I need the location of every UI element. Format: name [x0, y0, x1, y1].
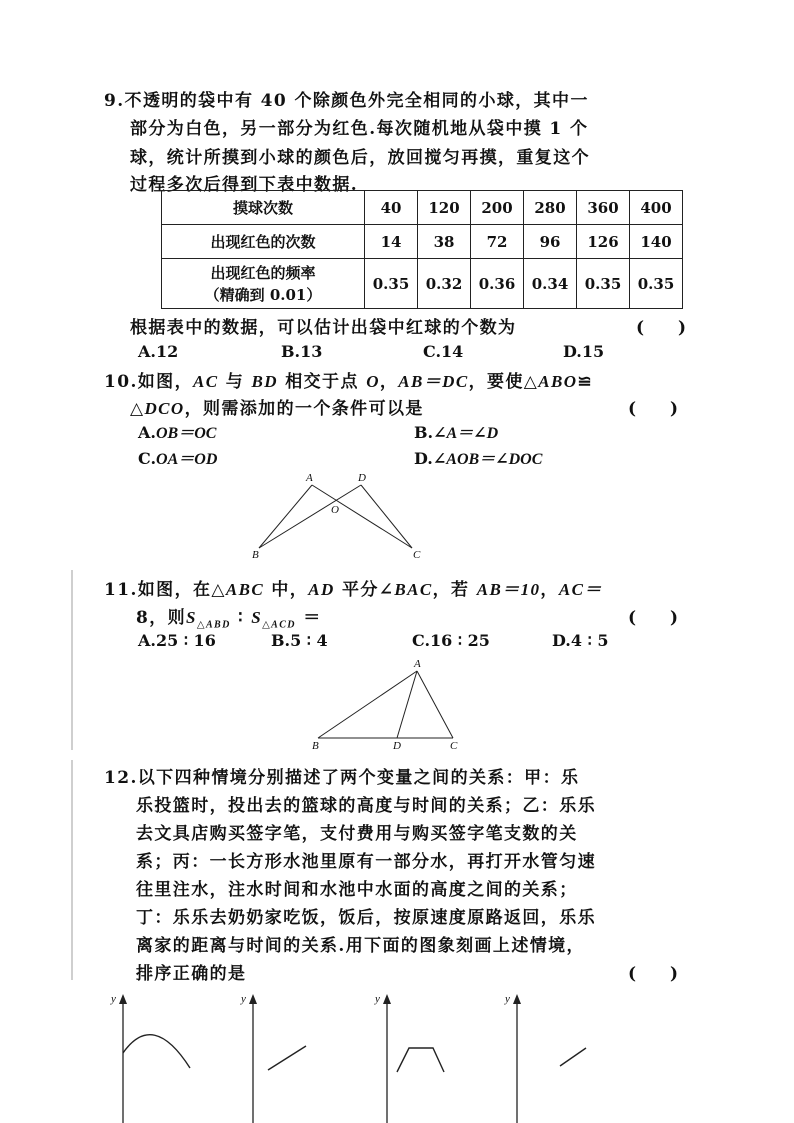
q11-bac: BAC — [394, 580, 433, 599]
table-header-draws: 摸球次数 — [162, 191, 365, 225]
point-label-d: D — [358, 472, 366, 484]
q11-abc: ABC — [225, 580, 265, 599]
option-label: D.∠ — [414, 449, 447, 468]
area-subscript: △ABD — [196, 619, 231, 631]
q11-text: 11.如图，在△ — [104, 580, 226, 600]
q9-line-4: 过程多次后得到下表中数据. — [130, 175, 359, 195]
table-cell: 40 — [365, 191, 418, 225]
table-cell: 0.36 — [471, 259, 524, 309]
table-row — [162, 225, 683, 259]
congruent-symbol: ≌ — [577, 372, 594, 392]
q12-line-3: 去文具店购买签字笔，支付费用与购买签字笔支数的关 — [136, 824, 578, 844]
q10-text: 10.如图， — [104, 372, 193, 392]
q10-text: 与 — [218, 372, 252, 392]
graph-trapezoid — [397, 1048, 444, 1072]
q9-answer-paren: ( ) — [636, 318, 687, 338]
point-label-a: A — [306, 472, 313, 484]
q9-question: 根据表中的数据，可以估计出袋中红球的个数为 — [130, 318, 517, 338]
q12-line-2: 乐投篮时，投出去的篮球的高度与时间的关系；乙：乐乐 — [136, 796, 596, 816]
q11-ad: AD — [308, 580, 335, 599]
q9-option-c: C.14 — [423, 342, 464, 361]
graph-4 — [502, 990, 602, 1123]
option-label: C. — [138, 449, 157, 468]
segment-dc — [361, 485, 412, 548]
margin-bar — [71, 570, 73, 750]
q10-text: ， — [379, 372, 399, 392]
q10-text: ，要使△ — [468, 372, 539, 392]
table-cell: 120 — [418, 191, 471, 225]
graph-line — [560, 1048, 586, 1066]
y-axis-arrow-icon — [119, 994, 127, 1004]
table-cell: 96 — [524, 225, 577, 259]
table-cell: 140 — [630, 225, 683, 259]
q11-text: ＝ — [295, 608, 322, 628]
q10-ab-dc: AB＝DC — [398, 372, 469, 391]
q10-o: O — [366, 372, 380, 391]
q12-answer-paren: ( ) — [628, 964, 679, 984]
option-text: OB＝OC — [155, 425, 217, 442]
q11-text: 平分∠ — [334, 580, 395, 600]
graph-3 — [372, 990, 472, 1123]
option-text: A＝∠D — [446, 425, 499, 442]
q12-line-4: 系；丙：一长方形水池里原有一部分水，再打开水管匀速 — [136, 852, 596, 872]
q9-option-a: A.12 — [138, 342, 179, 361]
option-text: AOB＝∠DOC — [446, 451, 543, 468]
segment-ad — [397, 671, 417, 738]
point-label-b: B — [252, 549, 259, 561]
q10-line-1 — [104, 367, 593, 392]
q11-answer-paren: ( ) — [628, 608, 679, 628]
point-label-a: A — [414, 658, 421, 670]
y-axis-label: y — [375, 993, 380, 1005]
q12-line-8: 排序正确的是 — [136, 964, 247, 984]
table-cell: 126 — [577, 225, 630, 259]
segment-ab — [259, 485, 312, 548]
q11-figure — [300, 655, 470, 755]
table-cell: 14 — [365, 225, 418, 259]
point-label-b: B — [312, 740, 319, 752]
q10-option-d — [414, 446, 542, 469]
table-cell: 280 — [524, 191, 577, 225]
q11-ab10: AB＝10 — [476, 580, 541, 599]
table-cell: 360 — [577, 191, 630, 225]
q10-text: ，则需添加的一个条件可以是 — [184, 399, 424, 419]
q10-abo: ABO — [538, 372, 578, 391]
option-label: B.∠ — [414, 423, 447, 442]
q11-text: ，若 — [432, 580, 477, 600]
area-subscript: △ACD — [262, 619, 296, 631]
q11-line-2 — [136, 603, 322, 630]
segment-ac — [417, 671, 453, 738]
option-label: A. — [138, 423, 156, 442]
q12-line-7: 离家的距离与时间的关系.用下面的图象刻画上述情境， — [136, 936, 585, 956]
q11-option-a: A.25 ∶ 16 — [138, 631, 216, 650]
area-symbol: S — [186, 608, 197, 627]
q9-line-3: 球，统计所摸到小球的颜色后，放回搅匀再摸，重复这个 — [130, 148, 590, 168]
y-axis-arrow-icon — [249, 994, 257, 1004]
table-cell: 0.35 — [365, 259, 418, 309]
table-cell: 0.35 — [630, 259, 683, 309]
q11-option-c: C.16 ∶ 25 — [412, 631, 490, 650]
margin-bar — [71, 760, 73, 980]
q11-option-b: B.5 ∶ 4 — [271, 631, 328, 650]
q10-option-a — [138, 420, 216, 443]
q10-answer-paren: ( ) — [628, 399, 679, 419]
q10-bd: BD — [251, 372, 278, 391]
frequency-table — [161, 190, 683, 309]
y-axis-arrow-icon — [513, 994, 521, 1004]
q11-ac: AC＝ — [558, 580, 603, 599]
q10-text: 相交于点 — [277, 372, 367, 392]
q9-option-b: B.13 — [281, 342, 323, 361]
point-label-d: D — [393, 740, 401, 752]
point-label-c: C — [450, 740, 458, 752]
q11-text: ， — [540, 580, 559, 600]
q11-option-d: D.4 ∶ 5 — [552, 631, 609, 650]
graph-line — [268, 1046, 306, 1070]
table-row — [162, 259, 683, 309]
y-axis-arrow-icon — [383, 994, 391, 1004]
freq-label-line-2: （精确到 0.01） — [204, 285, 322, 304]
q12-line-1: 12.以下四种情境分别描述了两个变量之间的关系：甲：乐 — [104, 768, 580, 788]
graph-1 — [108, 990, 208, 1123]
q10-line-2 — [130, 394, 424, 419]
q11-text: 中， — [264, 580, 309, 600]
table-cell: 400 — [630, 191, 683, 225]
table-row — [162, 191, 683, 225]
q10-dco: DCO — [144, 399, 185, 418]
table-cell: 200 — [471, 191, 524, 225]
table-cell: 0.32 — [418, 259, 471, 309]
point-label-c: C — [413, 549, 421, 561]
q12-line-6: 丁：乐乐去奶奶家吃饭，饭后，按原速度原路返回，乐乐 — [136, 908, 596, 928]
freq-label-line-1: 出现红色的频率 — [210, 263, 316, 282]
q9-line-1: 9.不透明的袋中有 40 个除颜色外完全相同的小球，其中一 — [104, 91, 589, 111]
graph-2 — [238, 990, 338, 1123]
table-cell: 0.35 — [577, 259, 630, 309]
ratio-colon: ∶ — [230, 608, 252, 628]
q11-line-1 — [104, 575, 603, 600]
q9-option-d: D.15 — [563, 342, 605, 361]
q10-ac: AC — [192, 372, 219, 391]
q10-option-c — [138, 446, 217, 469]
q11-text: 8，则 — [136, 608, 187, 628]
point-label-o: O — [331, 504, 339, 516]
y-axis-label: y — [111, 993, 116, 1005]
q12-line-5: 往里注水，注水时间和水池中水面的高度之间的关系； — [136, 880, 578, 900]
table-cell: 38 — [418, 225, 471, 259]
table-cell: 72 — [471, 225, 524, 259]
y-axis-label: y — [505, 993, 510, 1005]
option-text: OA＝OD — [156, 451, 218, 468]
graph-curve-parabola — [123, 1035, 190, 1068]
q9-line-2: 部分为白色，另一部分为红色.每次随机地从袋中摸 1 个 — [130, 119, 589, 139]
q10-figure — [240, 468, 440, 562]
segment-ac — [312, 485, 412, 548]
q10-text: △ — [130, 399, 145, 419]
segment-bd — [259, 485, 361, 548]
y-axis-label: y — [241, 993, 246, 1005]
table-cell: 0.34 — [524, 259, 577, 309]
table-header-red-count: 出现红色的次数 — [162, 225, 365, 259]
table-header-red-frequency — [162, 259, 365, 309]
q10-option-b — [414, 420, 498, 443]
segment-ab — [318, 671, 417, 738]
area-symbol: S — [251, 608, 263, 627]
